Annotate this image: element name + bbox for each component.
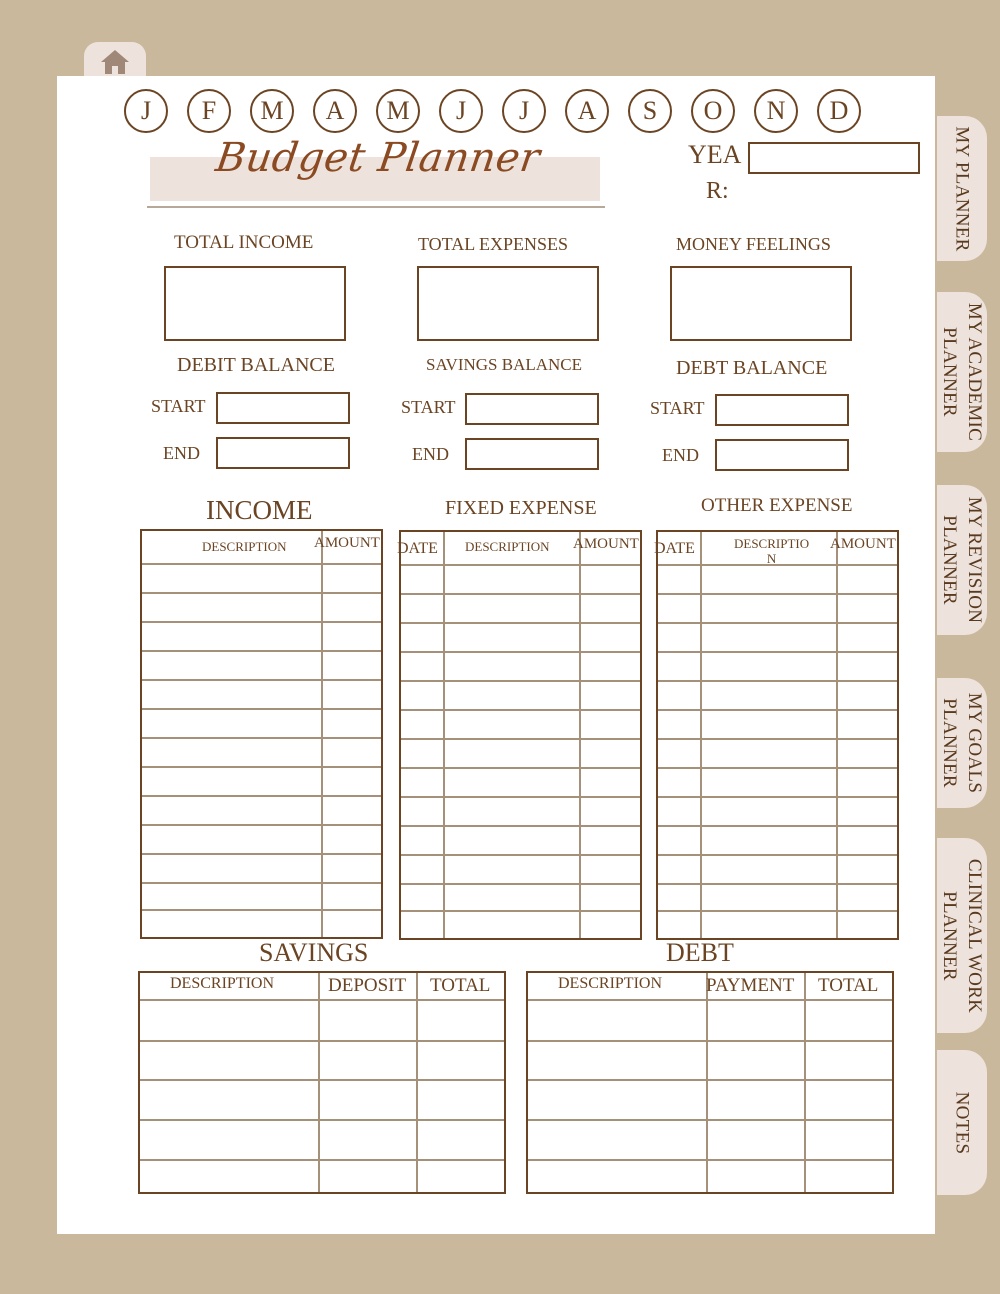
title-underline — [147, 206, 605, 208]
year-label: YEA — [688, 140, 742, 169]
savings-title: SAVINGS — [259, 938, 369, 967]
income-title: INCOME — [206, 495, 313, 525]
month-nov[interactable]: N — [754, 89, 798, 133]
debt-col-payment: PAYMENT — [706, 975, 795, 996]
debt-balance-label: DEBT BALANCE — [676, 357, 828, 379]
fixed-col-amount: AMOUNT — [573, 536, 639, 552]
money-feelings-label: MONEY FEELINGS — [676, 234, 831, 254]
savings-balance-label: SAVINGS BALANCE — [426, 355, 583, 374]
fixed-col-date: DATE — [397, 540, 438, 557]
tab-label: MY ACADEMIC PLANNER — [939, 302, 985, 442]
other-col-date: DATE — [654, 540, 695, 557]
debit-start-field[interactable] — [216, 392, 350, 424]
other-expense-table — [656, 530, 899, 940]
savings-start-field[interactable] — [465, 393, 599, 425]
savings-start-label: START — [401, 397, 456, 417]
tab-label: CLINICAL WORK PLANNER — [939, 858, 985, 1013]
debit-balance-label: DEBIT BALANCE — [177, 354, 335, 376]
savings-end-field[interactable] — [465, 438, 599, 470]
debt-end-label: END — [662, 445, 699, 465]
month-dec[interactable]: D — [817, 89, 861, 133]
savings-col-deposit: DEPOSIT — [328, 975, 407, 996]
tab-my-academic-planner[interactable] — [937, 292, 987, 452]
debt-end-field[interactable] — [715, 439, 849, 471]
month-jul[interactable]: J — [502, 89, 546, 133]
savings-end-label: END — [412, 444, 449, 464]
debit-start-label: START — [151, 396, 206, 416]
debt-title: DEBT — [666, 938, 734, 967]
month-sep[interactable]: S — [628, 89, 672, 133]
tab-my-planner[interactable] — [937, 116, 987, 261]
debt-table — [526, 971, 894, 1194]
tab-notes[interactable] — [937, 1050, 987, 1195]
month-feb[interactable]: F — [187, 89, 231, 133]
fixed-expense-title: FIXED EXPENSE — [445, 497, 597, 519]
debt-col-total: TOTAL — [818, 975, 879, 996]
tab-my-revision-planner[interactable] — [937, 485, 987, 635]
tab-label: NOTES — [951, 1091, 973, 1154]
year-input[interactable] — [748, 142, 920, 174]
month-aug[interactable]: A — [565, 89, 609, 133]
other-col-description: DESCRIPTIO N — [734, 536, 810, 566]
page-title: Budget Planner — [212, 135, 544, 181]
month-mar[interactable]: M — [250, 89, 294, 133]
tab-label: MY REVISION PLANNER — [939, 496, 985, 624]
tab-clinical-work-planner[interactable] — [937, 838, 987, 1033]
income-table — [140, 529, 383, 939]
savings-table — [138, 971, 506, 1194]
debt-col-description: DESCRIPTION — [558, 975, 663, 992]
total-income-field[interactable] — [164, 266, 346, 341]
tab-my-goals-planner[interactable] — [937, 678, 987, 808]
debit-end-field[interactable] — [216, 437, 350, 469]
other-col-amount: AMOUNT — [830, 536, 896, 552]
month-apr[interactable]: A — [313, 89, 357, 133]
income-col-amount: AMOUNT — [314, 535, 380, 551]
debt-start-field[interactable] — [715, 394, 849, 426]
other-expense-title: OTHER EXPENSE — [701, 495, 853, 516]
month-jan[interactable]: J — [124, 89, 168, 133]
month-may[interactable]: M — [376, 89, 420, 133]
debit-end-label: END — [163, 443, 200, 463]
fixed-col-description: DESCRIPTION — [465, 539, 550, 554]
savings-col-total: TOTAL — [430, 975, 491, 996]
month-jun[interactable]: J — [439, 89, 483, 133]
income-col-description: DESCRIPTION — [202, 539, 287, 554]
year-label-cont: R: — [706, 178, 729, 204]
total-expenses-field[interactable] — [417, 266, 599, 341]
tab-label: MY GOALS PLANNER — [939, 692, 985, 794]
tab-label: MY PLANNER — [951, 125, 973, 252]
month-oct[interactable]: O — [691, 89, 735, 133]
total-expenses-label: TOTAL EXPENSES — [418, 234, 569, 254]
money-feelings-field[interactable] — [670, 266, 852, 341]
fixed-expense-table — [399, 530, 642, 940]
total-income-label: TOTAL INCOME — [174, 232, 314, 253]
home-icon — [99, 48, 131, 76]
debt-start-label: START — [650, 398, 705, 418]
savings-col-description: DESCRIPTION — [170, 975, 275, 992]
